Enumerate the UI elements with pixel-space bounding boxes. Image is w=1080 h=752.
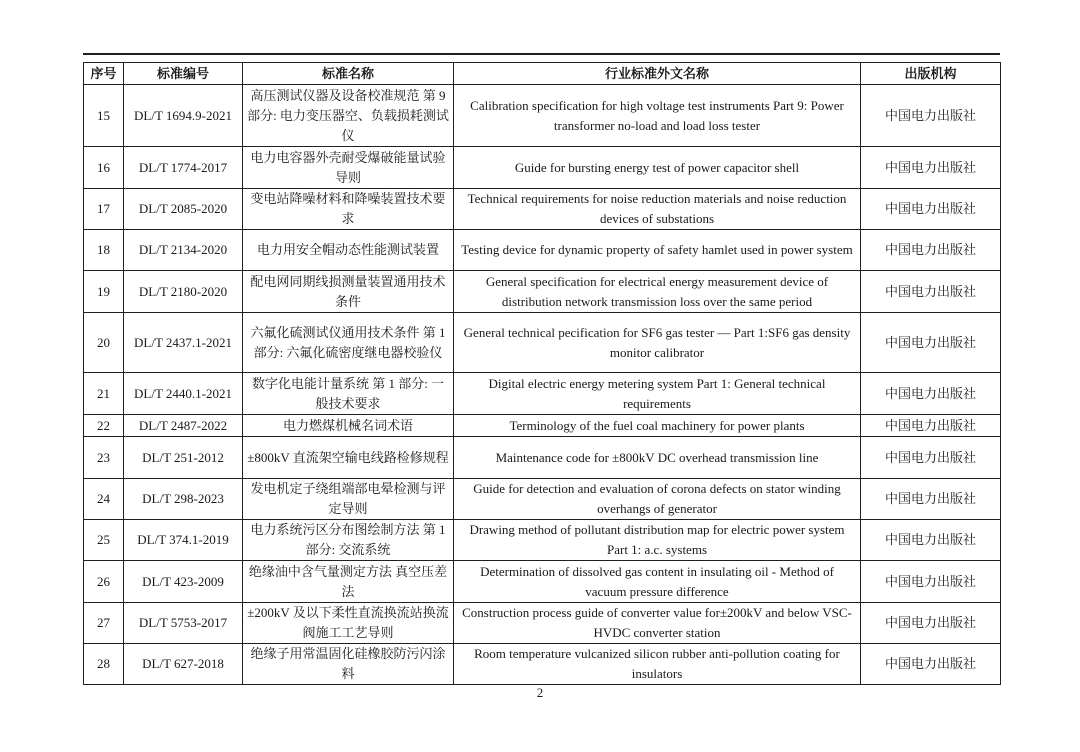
cell-seq: 25 xyxy=(84,520,124,561)
cell-publisher: 中国电力出版社 xyxy=(861,271,1001,313)
cell-code: DL/T 2437.1-2021 xyxy=(124,313,243,373)
cell-name-zh: 六氟化硫测试仪通用技术条件 第 1 部分: 六氟化硫密度继电器校验仪 xyxy=(243,313,454,373)
cell-seq: 28 xyxy=(84,644,124,685)
cell-publisher: 中国电力出版社 xyxy=(861,437,1001,479)
cell-publisher: 中国电力出版社 xyxy=(861,230,1001,271)
cell-seq: 23 xyxy=(84,437,124,479)
cell-name-zh: 电力电容器外壳耐受爆破能量试验导则 xyxy=(243,147,454,189)
cell-seq: 16 xyxy=(84,147,124,189)
cell-name-en: Technical requirements for noise reduction materials and noise reduction devices of substations xyxy=(454,189,861,230)
col-header-seq: 序号 xyxy=(84,63,124,85)
cell-code: DL/T 5753-2017 xyxy=(124,603,243,644)
cell-seq: 19 xyxy=(84,271,124,313)
cell-code: DL/T 2085-2020 xyxy=(124,189,243,230)
cell-publisher: 中国电力出版社 xyxy=(861,644,1001,685)
cell-name-en: Determination of dissolved gas content in insulating oil - Method of vacuum pressure difference xyxy=(454,561,861,603)
cell-name-en: Digital electric energy metering system Part 1: General technical requirements xyxy=(454,373,861,415)
table-row xyxy=(84,373,1001,415)
cell-name-en: Room temperature vulcanized silicon rubber anti-pollution coating for insulators xyxy=(454,644,861,685)
standards-table xyxy=(83,62,1001,685)
cell-seq: 26 xyxy=(84,561,124,603)
cell-code: DL/T 2134-2020 xyxy=(124,230,243,271)
cell-seq: 22 xyxy=(84,415,124,437)
cell-code: DL/T 627-2018 xyxy=(124,644,243,685)
cell-publisher: 中国电力出版社 xyxy=(861,479,1001,520)
cell-code: DL/T 1694.9-2021 xyxy=(124,85,243,147)
table-row xyxy=(84,189,1001,230)
cell-name-en: General specification for electrical energy measurement device of distribution network transmission loss over the same period xyxy=(454,271,861,313)
cell-name-en: Maintenance code for ±800kV DC overhead transmission line xyxy=(454,437,861,479)
cell-name-en: Calibration specification for high voltage test instruments Part 9: Power transformer no-load and load loss tester xyxy=(454,85,861,147)
cell-name-zh: 变电站降噪材料和降噪装置技术要求 xyxy=(243,189,454,230)
cell-publisher: 中国电力出版社 xyxy=(861,85,1001,147)
cell-seq: 15 xyxy=(84,85,124,147)
cell-seq: 21 xyxy=(84,373,124,415)
cell-name-en: Construction process guide of converter value for±200kV and below VSC-HVDC converter station xyxy=(454,603,861,644)
col-header-name-en: 行业标准外文名称 xyxy=(454,63,861,85)
cell-code: DL/T 1774-2017 xyxy=(124,147,243,189)
table-row xyxy=(84,644,1001,685)
table-row xyxy=(84,437,1001,479)
cell-name-zh: 高压测试仪器及设备校准规范 第 9 部分: 电力变压器空、负载损耗测试仪 xyxy=(243,85,454,147)
table-row xyxy=(84,147,1001,189)
table-row xyxy=(84,271,1001,313)
cell-publisher: 中国电力出版社 xyxy=(861,373,1001,415)
table-row xyxy=(84,85,1001,147)
cell-name-zh: 绝缘油中含气量测定方法 真空压差法 xyxy=(243,561,454,603)
cell-name-zh: ±200kV 及以下柔性直流换流站换流阀施工工艺导则 xyxy=(243,603,454,644)
cell-seq: 17 xyxy=(84,189,124,230)
cell-name-en: Drawing method of pollutant distribution map for electric power system Part 1: a.c. systems xyxy=(454,520,861,561)
page-number: 2 xyxy=(536,685,544,700)
cell-code: DL/T 2440.1-2021 xyxy=(124,373,243,415)
cell-seq: 18 xyxy=(84,230,124,271)
cell-name-en: Terminology of the fuel coal machinery for power plants xyxy=(454,415,861,437)
table-row xyxy=(84,230,1001,271)
cell-name-en: Guide for bursting energy test of power capacitor shell xyxy=(454,147,861,189)
cell-code: DL/T 298-2023 xyxy=(124,479,243,520)
table-row xyxy=(84,561,1001,603)
col-header-publisher: 出版机构 xyxy=(861,63,1001,85)
cell-code: DL/T 2180-2020 xyxy=(124,271,243,313)
col-header-name-zh: 标准名称 xyxy=(243,63,454,85)
cell-name-zh: 电力燃煤机械名词术语 xyxy=(243,415,454,437)
cell-name-zh: 发电机定子绕组端部电晕检测与评定导则 xyxy=(243,479,454,520)
table-continuation-rule xyxy=(83,53,1000,55)
cell-publisher: 中国电力出版社 xyxy=(861,603,1001,644)
table-header-row xyxy=(84,63,1001,85)
cell-code: DL/T 251-2012 xyxy=(124,437,243,479)
cell-seq: 24 xyxy=(84,479,124,520)
cell-publisher: 中国电力出版社 xyxy=(861,189,1001,230)
col-header-code: 标准编号 xyxy=(124,63,243,85)
cell-name-zh: ±800kV 直流架空输电线路检修规程 xyxy=(243,437,454,479)
cell-publisher: 中国电力出版社 xyxy=(861,415,1001,437)
cell-publisher: 中国电力出版社 xyxy=(861,520,1001,561)
cell-name-zh: 电力系统污区分布图绘制方法 第 1 部分: 交流系统 xyxy=(243,520,454,561)
cell-name-zh: 配电网同期线损测量装置通用技术条件 xyxy=(243,271,454,313)
table-row xyxy=(84,479,1001,520)
cell-name-en: Guide for detection and evaluation of corona defects on stator winding overhangs of generator xyxy=(454,479,861,520)
cell-seq: 20 xyxy=(84,313,124,373)
table-row xyxy=(84,313,1001,373)
table-row xyxy=(84,520,1001,561)
cell-name-en: Testing device for dynamic property of safety hamlet used in power system xyxy=(454,230,861,271)
cell-publisher: 中国电力出版社 xyxy=(861,147,1001,189)
cell-name-zh: 绝缘子用常温固化硅橡胶防污闪涂料 xyxy=(243,644,454,685)
cell-code: DL/T 2487-2022 xyxy=(124,415,243,437)
cell-code: DL/T 374.1-2019 xyxy=(124,520,243,561)
cell-name-zh: 电力用安全帽动态性能测试装置 xyxy=(243,230,454,271)
cell-seq: 27 xyxy=(84,603,124,644)
cell-publisher: 中国电力出版社 xyxy=(861,561,1001,603)
cell-publisher: 中国电力出版社 xyxy=(861,313,1001,373)
table-row xyxy=(84,603,1001,644)
table-row xyxy=(84,415,1001,437)
cell-name-en: General technical pecification for SF6 gas tester — Part 1:SF6 gas density monitor calibrator xyxy=(454,313,861,373)
cell-code: DL/T 423-2009 xyxy=(124,561,243,603)
cell-name-zh: 数字化电能计量系统 第 1 部分: 一般技术要求 xyxy=(243,373,454,415)
